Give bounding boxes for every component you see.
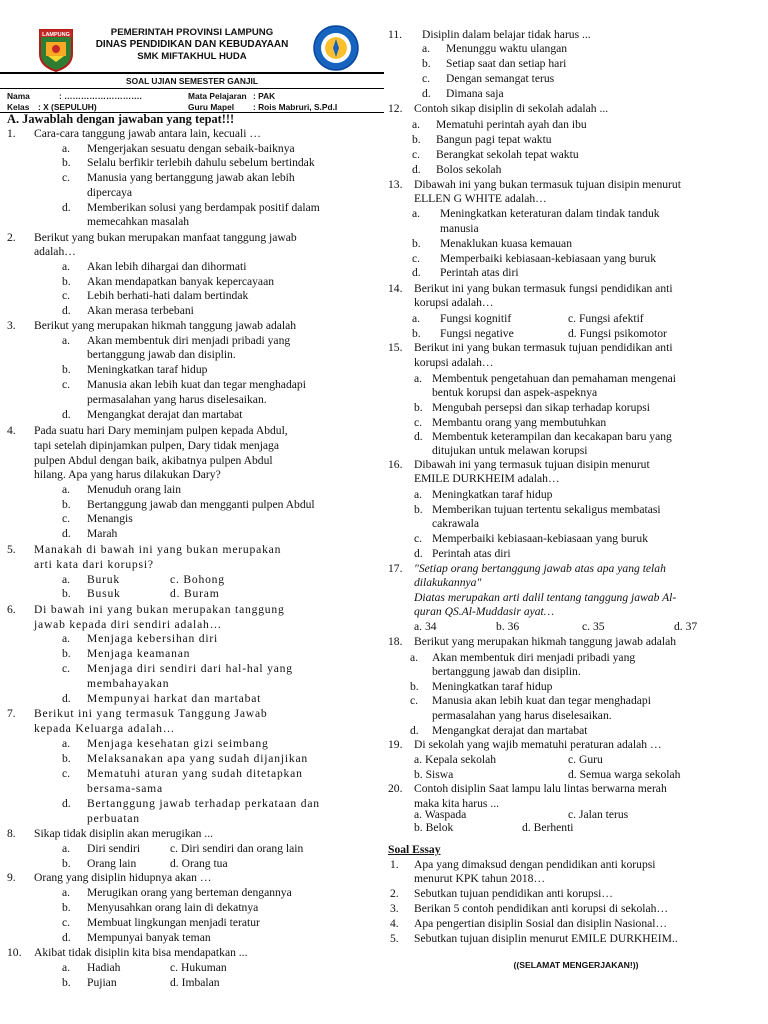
header-line3: SMK MIFTAKHUL HUDA [137,51,247,62]
option-letter: a. [62,573,71,586]
option-letter: b. [62,156,71,169]
option-letter: a. [410,651,419,664]
mapel-label: Mata Pelajaran [188,91,247,101]
q6-option-a: Menjaga kebersihan diri [87,632,219,645]
q7-option-c-line1: Mematuhi aturan yang sudah ditetapkan [87,767,303,780]
q12-text: Contoh sikap disiplin di sekolah adalah ... [414,102,609,115]
q19-option-c: c. Guru [568,753,603,766]
q9-text: Orang yang disiplin hidupnya akan … [34,871,212,884]
option-letter: a. [62,334,71,347]
q4-text-line4: hilang. Apa yang harus dilakukan Dary? [34,468,221,481]
q10-number: 10. [7,946,22,959]
q16-option-a: Meningkatkan taraf hidup [432,488,553,501]
q6-number: 6. [7,603,16,616]
q1-option-d-line1: Memberikan solusi yang berdampak positif dalam [87,201,320,214]
q14-option-b: Fungsi negative [440,327,514,340]
q1-option-c-line1: Manusia yang bertanggung jawab akan lebih [87,171,295,184]
q14-option-a: Fungsi kognitif [440,312,512,325]
option-letter: b. [412,237,421,250]
option-letter: c. [62,289,71,302]
q17-text-line1: "Setiap orang bertanggung jawab atas apa yang telah [414,562,666,575]
essay-1-line2: menurut KPK tahun 2018… [414,872,546,885]
option-letter: d. [410,724,419,737]
q15-number: 15. [388,341,403,354]
svg-text:LAMPUNG: LAMPUNG [42,32,70,38]
option-letter: d. [412,163,421,176]
guru-label: Guru Mapel [188,102,235,112]
q7-text-line1: Berikut ini yang termasuk Tanggung Jawab [34,707,268,720]
q14-option-d: d. Fungsi psikomotor [568,327,667,340]
q13-option-c: Memperbaiki kebiasaan-kebiasaan yang buruk [440,252,657,265]
q1-option-b: Selalu berfikir terlebih dahulu sebelum bertindak [87,156,315,169]
q3-option-b: Meningkatkan taraf hidup [87,363,208,376]
q5-option-a: Buruk [87,573,120,586]
essay-5: Sebutkan tujuan disiplin menurut EMILE DURKHEIM.. [414,932,678,945]
q13-option-d: Perintah atas diri [440,266,519,279]
option-letter: a. [62,260,71,273]
option-letter: a. [62,842,71,855]
q12-option-d: Bolos sekolah [436,163,502,176]
q13-text-line1: Dibawah ini yang bukan termasuk tujuan disipin menurut [414,178,681,191]
option-letter: a. [62,483,71,496]
q1-text: Cara-cara tanggung jawab antara lain, kecuali … [34,127,261,140]
q7-number: 7. [7,707,16,720]
essay-3-number: 3. [390,902,399,915]
option-letter: c. [62,171,71,184]
option-letter: d. [412,266,421,279]
option-letter: d. [414,547,423,560]
school-logo [312,24,360,72]
q9-option-d: Mempunyai banyak teman [87,931,211,944]
q9-number: 9. [7,871,16,884]
q18-option-b: Meningkatkan taraf hidup [432,680,553,693]
option-letter: a. [412,118,421,131]
q20-option-b: b. Belok [414,821,454,834]
option-letter: b. [62,363,71,376]
essay-4: Apa pengertian disiplin Sosial dan disiplin Nasional… [414,917,668,930]
option-letter: d. [62,527,71,540]
q15-option-b: Mengubah persepsi dan sikap terhadap korupsi [432,401,650,414]
option-letter: a. [422,42,431,55]
q18-option-c-line1: Manusia akan lebih kuat dan tegar menghadapi [432,694,651,707]
q16-option-c: Memperbaiki kebiasaan-kebiasaan yang buruk [432,532,649,545]
q20-number: 20. [388,782,403,795]
option-letter: c. [62,512,71,525]
q4-option-d: Marah [87,527,118,540]
q6-option-c-line1: Menjaga diri sendiri dari hal-hal yang [87,662,293,675]
q2-option-d: Akan merasa terbebani [87,304,194,317]
q7-option-d-line2: perbuatan [87,812,140,825]
q16-option-d: Perintah atas diri [432,547,511,560]
option-letter: a. [412,312,421,325]
q5-option-c: c. Bohong [170,573,225,586]
q9-option-c: Membuat lingkungan menjadi teratur [87,916,260,929]
q19-option-b: b. Siswa [414,768,454,781]
option-letter: c. [62,916,71,929]
option-letter: d. [62,931,71,944]
q17-text-line2: dilakukannya" [414,576,482,589]
q5-number: 5. [7,543,16,556]
option-letter: c. [62,378,71,391]
q6-option-c-line2: membahayakan [87,677,170,690]
option-letter: c. [412,252,421,265]
option-letter: a. [62,142,71,155]
q15-text-line2: korupsi adalah… [414,356,494,369]
essay-4-number: 4. [390,917,399,930]
option-letter: b. [62,275,71,288]
q8-option-d: d. Orang tua [170,857,228,870]
q16-option-b-line2: cakrawala [432,517,479,530]
option-letter: b. [62,752,71,765]
essay-heading: Soal Essay [388,843,441,856]
q6-text-line1: Di bawah ini yang bukan merupakan tanggung [34,603,285,616]
option-letter: b. [62,976,71,989]
mapel-value: : PAK [253,91,276,101]
option-letter: a. [62,632,71,645]
essay-1-line1: Apa yang dimaksud dengan pendidikan anti korupsi [414,858,656,871]
q18-option-d: Mengangkat derajat dan martabat [432,724,588,737]
q14-option-c: c. Fungsi afektif [568,312,644,325]
option-letter: b. [62,498,71,511]
q17-text-line4: quran QS.Al-Muddasir ayat… [414,605,555,618]
q3-text: Berikut yang merupakan hikmah tanggung jawab adalah [34,319,297,332]
option-letter: a. [414,488,423,501]
q4-text-line3: pulpen Abdul dengan baik, akibatnya pulpen Abdul [34,454,273,467]
q16-text-line2: EMILE DURKHEIM adalah… [414,472,560,485]
q10-option-d: d. Imbalan [170,976,220,989]
q16-number: 16. [388,458,403,471]
q13-option-a-line1: Meningkatkan keteraturan dalam tindak tanduk [440,207,660,220]
essay-2-number: 2. [390,887,399,900]
q2-option-a: Akan lebih dihargai dan dihormati [87,260,247,273]
q20-option-d: d. Berhenti [522,821,574,834]
q3-number: 3. [7,319,16,332]
q4-option-c: Menangis [87,512,133,525]
q9-option-b: Menyusahkan orang lain di dekatnya [87,901,259,914]
q3-option-c-line1: Manusia akan lebih kuat dan tegar menghadapi [87,378,306,391]
option-letter: d. [62,201,71,214]
q4-option-a: Menuduh orang lain [87,483,182,496]
q16-option-b-line1: Memberikan tujuan tertentu sekaligus membatasi [432,503,661,516]
guru-value: : Rois Mabruri, S.Pd.I [253,102,338,112]
q12-option-c: Berangkat sekolah tepat waktu [436,148,579,161]
q12-number: 12. [388,102,403,115]
q16-text-line1: Dibawah ini yang termasuk tujuan disipin menurut [414,458,650,471]
kelas-label: Kelas [7,102,30,112]
q6-option-d: Mempunyai harkat dan martabat [87,692,262,705]
essay-5-number: 5. [390,932,399,945]
q20-option-a: a. Waspada [414,808,467,821]
q8-option-a: Diri sendiri [87,842,141,855]
q18-number: 18. [388,635,403,648]
option-letter: a. [412,207,421,220]
option-letter: b. [62,647,71,660]
q1-option-c-line2: dipercaya [87,186,133,199]
q10-option-c: c. Hukuman [170,961,227,974]
q2-option-b: Akan mendapatkan banyak kepercayaan [87,275,275,288]
q14-number: 14. [388,282,403,295]
q11-option-d: Dimana saja [446,87,504,100]
option-letter: b. [422,57,431,70]
q14-text-line1: Berikut ini yang bukan termasuk fungsi pendidikan anti [414,282,673,295]
q6-option-b: Menjaga keamanan [87,647,191,660]
q4-number: 4. [7,424,16,437]
q7-option-b: Melaksanakan apa yang sudah dijanjikan [87,752,308,765]
q17-option-c: c. 35 [582,620,605,633]
q18-option-a-line2: bertanggung jawab dan disiplin. [432,665,581,678]
q13-option-a-line2: manusia [440,222,479,235]
q8-option-c: c. Diri sendiri dan orang lain [170,842,304,855]
q5-option-b: Busuk [87,587,121,600]
q13-text-line2: ELLEN G WHITE adalah… [414,192,547,205]
q2-text-line2: adalah… [34,245,76,258]
option-letter: a. [414,372,423,385]
option-letter: a. [62,961,71,974]
option-letter: b. [410,680,419,693]
option-letter: d. [62,797,71,810]
q2-text-line1: Berikut yang bukan merupakan manfaat tanggung jawab [34,231,297,244]
q2-number: 2. [7,231,16,244]
section-a-heading: A. Jawablah dengan jawaban yang tepat!!! [7,112,235,126]
kelas-value: : X (SEPULUH) [38,102,97,112]
q15-text-line1: Berikut ini yang bukan termasuk tujuan pendidikan anti [414,341,673,354]
q4-text-line2: tapi setelah dipinjamkan pulpen, Dary tidak menjaga [34,439,280,452]
option-letter: c. [412,148,421,161]
option-letter: a. [62,737,71,750]
option-letter: b. [412,327,421,340]
q4-option-b: Bertanggung jawab dan mengganti pulpen Abdul [87,498,315,511]
q19-text: Di sekolah yang wajib mematuhi peraturan adalah … [414,738,662,751]
option-letter: c. [414,416,423,429]
q7-text-line2: kepada Keluarga adalah… [34,722,176,735]
q10-option-b: Pujian [87,976,117,989]
q15-option-a-line1: Membentuk pengetahuan dan pemahaman mengenai [432,372,677,385]
q19-option-a: a. Kepala sekolah [414,753,497,766]
q11-number: 11. [388,28,403,41]
q7-option-c-line2: bersama-sama [87,782,163,795]
header-rule [0,72,384,74]
q7-option-a: Menjaga kesehatan gizi seimbang [87,737,269,750]
header-line1: PEMERINTAH PROVINSI LAMPUNG [110,27,274,38]
option-letter: c. [62,662,71,675]
q17-option-a: a. 34 [414,620,437,633]
q15-option-c: Membantu orang yang membutuhkan [432,416,607,429]
q20-option-c: c. Jalan terus [568,808,629,821]
option-letter: c. [414,532,423,545]
q19-option-d: d. Semua warga sekolah [568,768,681,781]
option-letter: c. [410,694,419,707]
closing-note: ((SELAMAT MENGERJAKAN!)) [513,960,639,970]
q1-option-d-line2: memecahkan masalah [87,215,190,228]
option-letter: c. [62,767,71,780]
essay-1-number: 1. [390,858,399,871]
q15-option-d-line1: Membentuk keterampilan dan kecakapan baru yang [432,430,672,443]
q3-option-a-line2: bertanggung jawab dan disiplin. [87,348,236,361]
essay-2: Sebutkan tujuan pendidikan anti korupsi… [414,887,613,900]
q8-text: Sikap tidak disiplin akan merugikan ... [34,827,214,840]
option-letter: b. [62,587,71,600]
q13-option-b: Menaklukan kuasa kemauan [440,237,572,250]
q17-number: 17. [388,562,403,575]
option-letter: c. [422,72,431,85]
option-letter: d. [422,87,431,100]
q11-option-c: Dengan semangat terus [446,72,555,85]
q8-number: 8. [7,827,16,840]
q17-text-line3: Diatas merupakan arti dalil tentang tanggung jawab Al- [414,591,677,604]
q1-option-a: Mengerjakan sesuatu dengan sebaik-baiknya [87,142,295,155]
q18-text: Berikut yang merupakan hikmah tanggung jawab adalah [414,635,677,648]
option-letter: b. [412,133,421,146]
q15-option-d-line2: ditujukan untuk melawan korupsi [432,444,588,457]
q11-option-b: Setiap saat dan setiap hari [446,57,567,70]
option-letter: a. [62,886,71,899]
q10-text: Akibat tidak disiplin kita bisa mendapatkan ... [34,946,248,959]
q11-option-a: Menunggu waktu ulangan [446,42,568,55]
q8-option-b: Orang lain [87,857,137,870]
q4-text-line1: Pada suatu hari Dary meminjam pulpen kepada Abdul, [34,424,288,437]
q11-text: Disiplin dalam belajar tidak harus ... [422,28,591,41]
q17-option-d: d. 37 [674,620,698,633]
option-letter: b. [62,901,71,914]
option-letter: d. [62,304,71,317]
option-letter: d. [62,408,71,421]
q15-option-a-line2: bentuk korupsi dan aspek-aspeknya [432,386,598,399]
q3-option-d: Mengangkat derajat dan martabat [87,408,243,421]
q12-option-b: Bangun pagi tepat waktu [436,133,552,146]
q20-text-line1: Contoh disiplin Saat lampu lalu lintas berwarna merah [414,782,667,795]
q5-option-d: d. Buram [170,587,220,600]
nama-label: Nama [7,91,30,101]
exam-title: SOAL UJIAN SEMESTER GANJIL [125,76,258,86]
essay-3: Berikan 5 contoh pendidikan anti korupsi di sekolah… [414,902,669,915]
nama-value: : ………………………. [59,91,142,101]
q2-option-c: Lebih berhati-hati dalam bertindak [87,289,249,302]
q18-option-c-line2: permasalahan yang harus diselesaikan. [432,709,612,722]
q5-text-line1: Manakah di bawah ini yang bukan merupakan [34,543,282,556]
q7-option-d-line1: Bertanggung jawab terhadap perkataan dan [87,797,320,810]
q1-number: 1. [7,127,16,140]
q3-option-a-line1: Akan membentuk diri menjadi pribadi yang [87,334,291,347]
q17-option-b: b. 36 [496,620,520,633]
header-line2: DINAS PENDIDIKAN DAN KEBUDAYAAN [95,39,289,50]
option-letter: d. [62,692,71,705]
option-letter: b. [62,857,71,870]
q12-option-a: Mematuhi perintah ayah dan ibu [436,118,587,131]
q14-text-line2: korupsi adalah… [414,296,494,309]
q9-option-a: Merugikan orang yang berteman dengannya [87,886,292,899]
title-rule [0,88,384,89]
q13-number: 13. [388,178,403,191]
q19-number: 19. [388,738,403,751]
q18-option-a-line1: Akan membentuk diri menjadi pribadi yang [432,651,636,664]
q5-text-line2: arti kata dari korupsi? [34,558,154,571]
q3-option-c-line2: permasalahan yang harus diselesaikan. [87,393,267,406]
q20-text-line2: maka kita harus ... [414,797,499,810]
option-letter: b. [414,503,423,516]
q10-option-a: Hadiah [87,961,121,974]
q6-text-line2: jawab kepada diri sendiri adalah… [34,618,223,631]
option-letter: d. [414,430,423,443]
option-letter: b. [414,401,423,414]
